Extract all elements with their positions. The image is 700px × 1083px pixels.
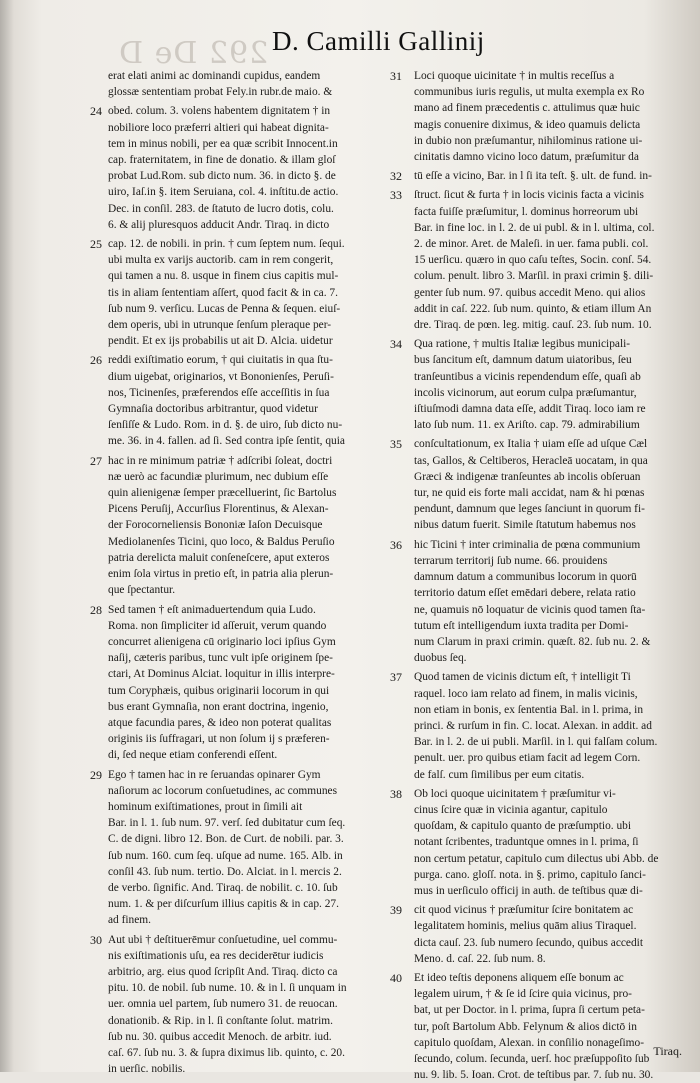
paragraph xyxy=(390,336,686,433)
margin-number: 35 xyxy=(390,437,402,452)
text-line: bus ſancitum eſt, damnum datum uiatoribus, ſeu xyxy=(414,354,632,367)
text-line: C. de digni. libro 12. Bon. de Curt. de nobili. par. 3. xyxy=(108,833,344,846)
text-line: 15 uerſicu. quæro in quo caſu teſtes, Socin. conſ. 54. xyxy=(414,254,652,267)
text-line: num Clarum in praxi crimin. quæſt. 82. ſub nu. 2. & xyxy=(414,635,651,648)
text-line: in dubio non præſumantur, nihilominus ratione ui- xyxy=(414,134,643,147)
text-line: nibus datum fuerit. Simile ſtatutum habemus nos xyxy=(414,519,636,532)
text-line: pendit. Et ex ijs probabilis ut ait D. Alcia. uidetur xyxy=(108,335,333,348)
text-line: Et ideo teſtis deponens aliquem eſſe bonum ac xyxy=(414,971,624,984)
text-line: 6. & alij pluresquos adducit Andr. Tiraq. in dicto xyxy=(108,218,330,231)
text-line: duobus ſeq. xyxy=(414,652,467,665)
margin-number: 37 xyxy=(390,670,402,685)
margin-number: 33 xyxy=(390,188,402,203)
paragraph xyxy=(390,168,686,184)
text-line: quoſdam, & capitulo quanto de præſumptio. ubi xyxy=(414,820,632,833)
text-line: bus erant Gymnaſia, non erant doctrina, ingenio, xyxy=(108,700,329,713)
paragraph xyxy=(108,68,398,100)
margin-number: 38 xyxy=(390,786,402,801)
text-line: dicta cauſ. 23. ſub numero ſecundo, quibus accedit xyxy=(414,936,644,949)
text-line: Roma. non ſimpliciter id aſſeruit, verum quando xyxy=(108,619,327,632)
text-line: ctari, At Dominus Alciat. loquitur in illis interpre- xyxy=(108,668,335,681)
text-line: uer. omnia uel partem, ſub numero 31. de reuocan. xyxy=(108,998,338,1011)
text-line: arbitrio, arg. eius quod ſcripſit And. Tiraq. dicto ca xyxy=(108,965,338,978)
text-line: princi. & rurſum in fin. C. locat. Alexan. in addit. ad xyxy=(414,719,652,732)
text-line: ſenſiſſe & Ludo. Rom. in d. §. de uiro, ſub dicto nu- xyxy=(108,419,343,432)
right-column xyxy=(390,68,686,1083)
text-line: hic Ticini † inter criminalia de pœna communium xyxy=(414,538,641,551)
text-line: num. 1. & per diſcurſum illius capitis & in cap. 27. xyxy=(108,898,339,911)
text-line: mus in uerſiculo officij in auth. de teſtibus quæ di- xyxy=(414,884,643,897)
text-line: bat, ut per Doctor. in l. prima, ſupra ſi certum peta- xyxy=(414,1004,645,1017)
text-line: ſub num 9. verſicu. Lucas de Penna & ſequen. eiuſ- xyxy=(108,302,341,315)
text-line: tutum eſt intelligendum iuxta tradita per Domi- xyxy=(414,619,629,632)
margin-number: 36 xyxy=(390,537,402,552)
paragraph xyxy=(90,602,398,764)
text-line: conſil 43. ſub num. tertio. Do. Alciat. in l. mercis 2. xyxy=(108,865,342,878)
text-line: Aut ubi † deſtituerēmur conſuetudine, uel commu- xyxy=(108,933,338,946)
text-line: cinitatis damno vicino loco datum, præſumitur da xyxy=(414,151,639,164)
running-head: D. Camilli Gallinij xyxy=(272,26,485,56)
text-line: raquel. loco iam relato ad finem, in malis vicinis, xyxy=(414,687,638,700)
text-line: mano ad finem præcedentis c. attulimus quæ huic xyxy=(414,102,640,115)
paragraph xyxy=(390,786,686,899)
margin-number: 24 xyxy=(90,104,102,119)
text-line: iſtiuſmodi damna data eſſe, addit Tiraq. loco iam re xyxy=(414,403,646,416)
text-line: conſcultationum, ex Italia † uiam eſſe ad uſque Cæl xyxy=(414,438,648,451)
text-line: qui tamen a nu. 8. usque in finem cius capitis mul- xyxy=(108,270,339,283)
text-line: Quod tamen de vicinis dictum eſt, † intelligit Ti xyxy=(414,671,631,684)
text-line: ſtruct. ſicut & furta † in locis vicinis facta a vicinis xyxy=(414,189,644,202)
margin-number: 32 xyxy=(390,169,402,184)
left-column xyxy=(90,68,398,1077)
text-line: Meno. d. caſ. 22. ſub num. 8. xyxy=(414,952,546,965)
text-line: Picens Peruſij, Accurſius Florentinus, & Alexan- xyxy=(108,503,329,516)
text-line: que ſpectantur. xyxy=(108,584,176,597)
text-line: dem operis, ubi in utrunque ſenſum pleraque per- xyxy=(108,319,332,332)
paragraph xyxy=(390,669,686,782)
text-line: enim ſola virtus in pretio eſt, in patria alia plerun- xyxy=(108,568,334,581)
margin-number: 40 xyxy=(390,970,402,985)
text-line: reddi exiſtimatio eorum, † qui ciuitatis in qua ſtu- xyxy=(108,354,333,367)
text-line: naſij, cæteris paribus, tunc vult ipſe originem ſpe- xyxy=(108,652,333,665)
text-line: pitu. 10. de nobil. ſub nume. 10. & in l. ſi unquam in xyxy=(108,982,347,995)
text-line: Bar. in fine loc. in l. 2. de ui publ. & in l. ultima, col. xyxy=(414,221,655,234)
margin-number: 26 xyxy=(90,353,102,368)
margin-number: 28 xyxy=(90,602,102,617)
text-line: der Forocorneliensis Bononiæ Iaſon Decuisque xyxy=(108,519,323,532)
margin-number: 27 xyxy=(90,453,102,468)
text-line: damnum datum a communibus locorum in quorū xyxy=(414,571,637,584)
text-line: de falſ. cum ſimilibus per eum citatis. xyxy=(414,768,585,781)
text-line: facta fuiſſe præſumitur, l. dominus horreorum ubi xyxy=(414,205,639,218)
text-line: ſecundo, colum. ſecunda, uerſ. hoc præſuppoſito ſub xyxy=(414,1052,650,1065)
paragraph xyxy=(390,537,686,667)
binding-shadow xyxy=(0,0,14,1072)
text-line: hac in re minimum patriæ † adſcribi ſoleat, doctri xyxy=(108,454,333,467)
text-line: glossæ sententiam probat Fely.in rubr.de maio. & xyxy=(108,86,333,99)
text-line: tum Coryphæis, quibus originarii locorum in qui xyxy=(108,684,330,697)
margin-number: 29 xyxy=(90,767,102,782)
text-line: erat elati animi ac dominandi cupidus, eandem xyxy=(108,70,321,82)
paragraph xyxy=(90,932,398,1078)
text-line: probat Lud.Rom. sub dicto num. 36. in dicto §. de xyxy=(108,170,336,183)
text-line: Ob loci quoque uicinitatem † præſumitur vi- xyxy=(414,787,616,800)
text-line: legalitatem hominis, melius quām alius Tiraquel. xyxy=(414,920,637,933)
margin-number: 39 xyxy=(390,903,402,918)
text-line: incolis vicinorum, aut eorum culpa præſumantur, xyxy=(414,386,637,399)
text-line: Qua ratione, † multis Italiæ legibus municipali- xyxy=(414,338,631,351)
text-line: de verbo. ſignific. And. Tiraq. de nobilit. c. 10. ſub xyxy=(108,881,338,894)
text-line: tas, Gallos, & Celtiberos, Heracleā uocatam, in qua xyxy=(414,454,648,467)
text-line: naſiorum ac locorum conſuetudines, ac communes xyxy=(108,784,338,797)
text-line: concurret alienigena cū originario loci ipſius Gym xyxy=(108,635,336,648)
paragraph xyxy=(390,902,686,967)
text-line: dium uigebat, originarios, vt Bononienſes, Peruſi- xyxy=(108,370,334,383)
paragraph xyxy=(390,436,686,533)
text-line: genter ſub num. 97. quibus accedit Meno. qui alios xyxy=(414,286,646,299)
text-line: legalem uirum, † & ſe id ſcire quia vicinus, pro- xyxy=(414,988,632,1001)
text-line: ne, quamuis nō loquatur de vicinis quod tamen ſta- xyxy=(414,603,646,616)
paragraph xyxy=(90,767,398,929)
paragraph xyxy=(90,453,398,599)
text-line: non certum petatur, capitulo cum dilectus ubi Abb. de xyxy=(414,852,659,865)
margin-number: 25 xyxy=(90,237,102,252)
text-line: hominum exiſtimationes, prout in ſimili ait xyxy=(108,800,303,813)
text-line: ſub nu. 30. quibus accedit Menoch. de arbitr. iud. xyxy=(108,1030,332,1043)
text-line: uiro, Iaſ.in §. item Seruiana, col. 4. inſtitu.de actio. xyxy=(108,186,339,199)
text-line: Bar. in l. 1. ſub num. 97. verſ. ſed dubitatur cum ſeq. xyxy=(108,817,346,830)
text-line: patria derelicta maluit conſeneſcere, aput exteros xyxy=(108,551,330,564)
text-line: tem in minus nobili, per ea quæ scribit Innocent.in xyxy=(108,137,338,150)
text-line: penult. uer. pro quibus etiam facit ad legem Corn. xyxy=(414,752,641,765)
text-line: atque facundia pares, & ideo non poterat qualitas xyxy=(108,716,332,729)
text-line: lato ſub num. 11. ex Ariſto. cap. 79. admirabilium xyxy=(414,419,640,432)
text-line: ſub num. 160. cum ſeq. uſque ad nume. 165. Alb. in xyxy=(108,849,343,862)
text-line: notant ſcribentes, traduntque omnes in l. prima, ſi xyxy=(414,836,639,849)
text-line: caſ. 67. ſub nu. 3. & ſupra diximus lib. quinto, c. 20. xyxy=(108,1046,345,1059)
text-line: nobiliore loco præferri altieri qui habeat dignita- xyxy=(108,121,329,134)
paragraph xyxy=(90,103,398,233)
text-line: Bar. in l. 2. de ui publi. Marſil. in l. qui falſam colum. xyxy=(414,736,658,749)
paragraph xyxy=(390,187,686,333)
text-line: tū eſſe a vicino, Bar. in l ſi ita teſt. §. ult. de fund. in- xyxy=(414,170,652,183)
margin-number: 30 xyxy=(90,932,102,947)
text-line: communibus iuris regulis, ut multa exempla ex Ro xyxy=(414,86,645,99)
paragraph xyxy=(390,68,686,165)
text-line: tur, poſt Bartolum Abb. Felynum & alios dictō in xyxy=(414,1020,637,1033)
text-line: Loci quoque uicinitate † in multis receſſus a xyxy=(414,70,615,82)
text-line: Græci & indigenæ tranſeuntes ab incolis obſeruan xyxy=(414,470,641,483)
text-line: non etiam in bonis, ex ſententia Bal. in l. prima, in xyxy=(414,703,644,716)
catchword: Tiraq. xyxy=(653,1044,682,1058)
text-line: Ego † tamen hac in re ſeruandas opinarer Gym xyxy=(108,768,321,781)
text-line: Gymnaſia doctoribus arbitrantur, quod videtur xyxy=(108,403,318,416)
text-line: næ uerò ac facundiæ plurimum, nec dubium eſſe xyxy=(108,470,329,483)
paragraph xyxy=(390,970,686,1083)
text-line: originis iis ſuffragari, ut non ſolum ij s præferen- xyxy=(108,733,330,746)
text-line: Sed tamen † eſt animaduertendum quia Ludo. xyxy=(108,603,316,616)
text-line: cap. 12. de nobili. in prin. † cum ſeptem num. ſequi. xyxy=(108,238,345,251)
text-line: pendunt, damnum que leges ſanciunt in quorum fi- xyxy=(414,503,645,516)
text-line: territorio datum eſſet emēdari debere, relata ratio xyxy=(414,587,636,600)
text-line: capitulo quoſdam, Alexan. in conſilio nonageſimo- xyxy=(414,1036,644,1049)
text-line: 2. de minor. Aret. de Maleſi. in uer. fama publi. col. xyxy=(414,238,649,251)
paragraph xyxy=(90,352,398,449)
paragraph xyxy=(90,236,398,349)
text-line: tis in aliam ſententiam aſſert, quod facit & in ca. 7. xyxy=(108,286,338,299)
text-line: me. 36. in 4. fallen. ad ſi. Sed contra ipſe ſentit, quia xyxy=(108,435,345,448)
text-line: ad finem. xyxy=(108,914,152,927)
text-line: nu. 9. lib. 5. Ioan. Crot. de teſtibus par. 7. ſub nu. 30. xyxy=(414,1069,654,1082)
text-line: terrarum territorij ſub nume. 66. prouidens xyxy=(414,554,608,567)
text-line: colum. penult. libro 3. Marſil. in praxi crimin §. dili- xyxy=(414,270,654,283)
text-line: nis exiſtimationis uſu, ea res deciderētur iudicis xyxy=(108,949,324,962)
text-line: in uerſic. nobilis. xyxy=(108,1063,186,1076)
text-line: donationib. & Rip. in l. ſi conſtante ſolut. matrim. xyxy=(108,1014,333,1027)
text-line: cinus ſcire quæ in vicinia agantur, capitulo xyxy=(414,803,608,816)
text-line: tur, ne quid eis forte mali accidat, nam & hi pœnas xyxy=(414,487,645,500)
text-line: nos, Ticinenſes, præferendos eſſe acceſſitis in ſua xyxy=(108,386,330,399)
text-line: tranſeuntibus a vicinis rependendum eſſe, quaſi ab xyxy=(414,370,641,383)
text-line: quin alienigenæ ſemper præcelluerint, ſic Bartolus xyxy=(108,487,337,500)
text-line: magis conuenire diximus, & ideo quamuis delicta xyxy=(414,118,641,131)
text-line: Dec. in conſil. 283. de ſtatuto de lucro dotis, colu. xyxy=(108,202,334,215)
text-line: cit quod vicinus † præſumitur ſcire bonitatem ac xyxy=(414,904,634,917)
text-line: Mediolanenſes Ticini, quo loco, & Baldus Peruſio xyxy=(108,535,335,548)
margin-number: 31 xyxy=(390,69,402,83)
text-line: di, ſed neque etiam conferendi eſſent. xyxy=(108,749,278,762)
text-line: purga. cano. gloſſ. nota. in §. primo, capitulo ſanci- xyxy=(414,868,646,881)
margin-number: 34 xyxy=(390,337,402,352)
text-line: ubi multa ex varijs auctorib. cam in rem congerit, xyxy=(108,254,334,267)
text-line: obed. colum. 3. volens habentem dignitatem † in xyxy=(108,105,331,118)
text-line: cap. fraternitatem, in fine de donatio. & illam gloſ xyxy=(108,154,336,167)
text-line: addit in caſ. 222. ſub num. quinto, & etiam illum An xyxy=(414,302,652,315)
bleed-through-text: 292 De D xyxy=(118,36,269,71)
text-line: dre. Tiraq. de pœn. leg. mitig. cauſ. 23. ſub num. 10. xyxy=(414,319,652,332)
